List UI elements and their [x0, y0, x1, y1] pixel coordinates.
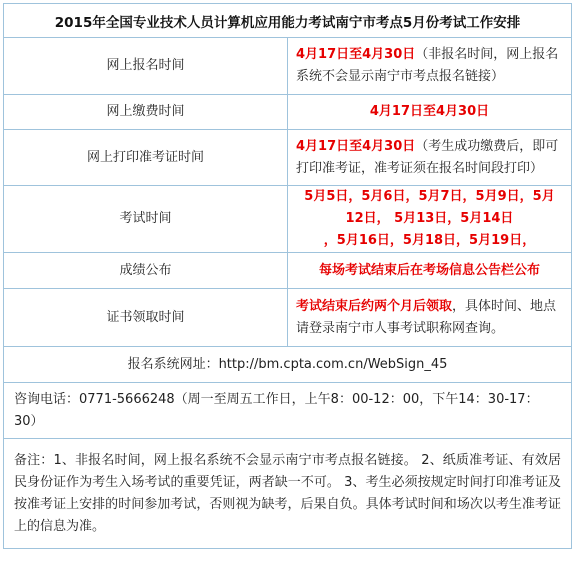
exam-dates-line-2: ，5月16日，5月18日，5月19日， [323, 233, 536, 248]
row-label-payment-time: 网上缴费时间 [4, 95, 288, 130]
title-row [4, 4, 572, 38]
row-content-print-time [288, 130, 572, 186]
exam-dates-line-1: 5月5日，5月6日，5月7日，5月9日，5月12日， 5月13日，5月14日 [304, 189, 555, 226]
results-text: 每场考试结束后在考场信息公告栏公布 [318, 262, 540, 278]
row-content-payment-time [288, 95, 572, 130]
signup-dates: 4月17日至4月30日 [296, 47, 416, 62]
row-label-certificate-time: 证书领取时间 [4, 289, 288, 347]
row-label-results: 成绩公布 [4, 253, 288, 289]
row-content-results [288, 253, 572, 289]
table-row [4, 130, 572, 186]
remarks-text: 备注：1、非报名时间，网上报名系统不会显示南宁市考点报名链接。 2、纸质准考证、有效居民身份证作为考生入场考试的重要凭证，两者缺一不可。 3、考生必须按规定时间打印准考证及按准考证上安排的时间参加考试，否则视为缺考，后果自负。具体考试时间和场次以考生准考证上的信息为准。 [4, 439, 572, 549]
page-title: 2015年全国专业技术人员计算机应用能力考试南宁市考点5月份考试工作安排 [4, 4, 572, 38]
certificate-rest: ，具体时间、地点请登录南宁市人事考试职称网查询。 [296, 298, 557, 336]
schedule-table [3, 3, 572, 549]
remarks-row [4, 439, 572, 549]
consult-text: 咨询电话：0771-5666248（周一至周五工作日，上午8：00-12：00，下午14：30-17：30） [4, 383, 572, 439]
row-label-signup-time: 网上报名时间 [4, 38, 288, 95]
table-row [4, 95, 572, 130]
print-note: （考生成功缴费后，即可打印准考证，准考证须在报名时间段打印） [296, 138, 559, 176]
table-row [4, 38, 572, 95]
page [0, 3, 575, 575]
row-content-exam-time [288, 186, 572, 253]
print-dates: 4月17日至4月30日 [296, 138, 416, 154]
payment-dates: 4月17日至4月30日 [369, 104, 490, 119]
table-row [4, 186, 572, 253]
signup-url-row [4, 347, 572, 383]
certificate-highlight: 考试结束后约两个月后领取 [296, 298, 453, 314]
row-content-signup-time [288, 38, 572, 95]
row-label-exam-time: 考试时间 [4, 186, 288, 253]
row-label-print-time: 网上打印准考证时间 [4, 130, 288, 186]
consult-row [4, 383, 572, 439]
table-row [4, 253, 572, 289]
signup-url-text: 报名系统网址：http://bm.cpta.com.cn/WebSign_45 [4, 347, 572, 383]
row-content-certificate-time [288, 289, 572, 347]
table-row [4, 289, 572, 347]
signup-note: （非报名时间，网上报名系统不会显示南宁市考点报名链接） [296, 47, 559, 84]
